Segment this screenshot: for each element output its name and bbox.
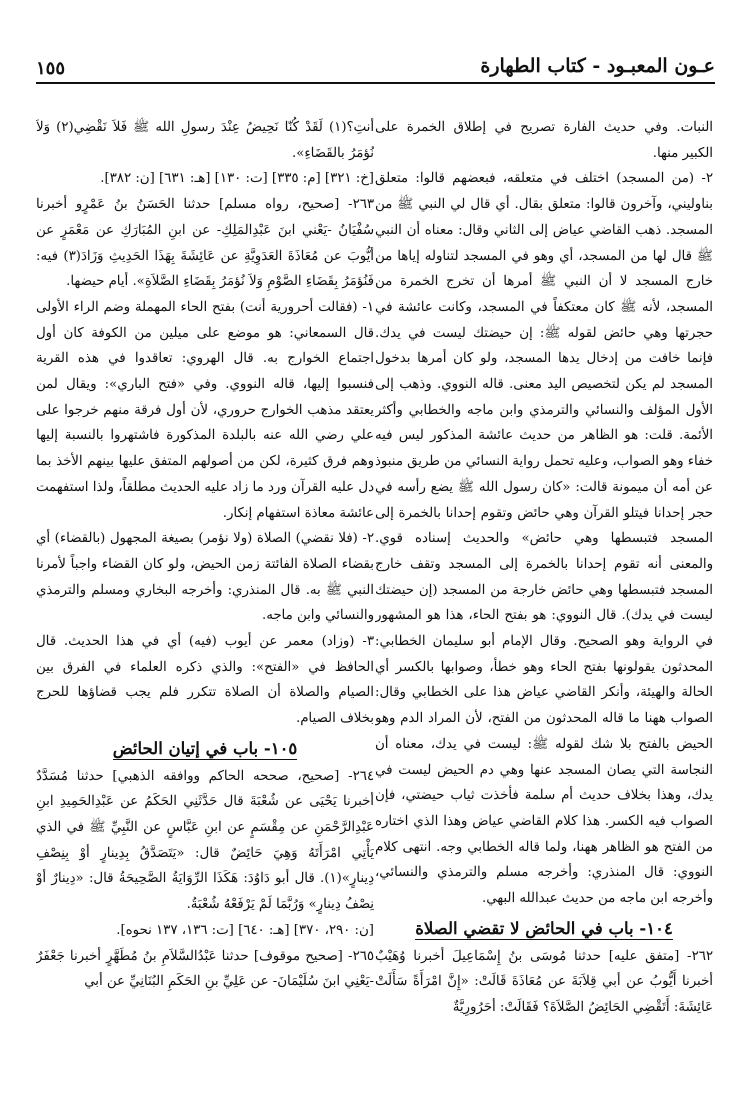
hadith: ٢٦٥- [صحيح موقوف] حدثنا عَبْدُالسَّلاَمِ بنُ مُطَهَّرٍ أخبرنا جَعْفَرٌ -يَعْنِي ابنَ سُلَيْمَانَ- عن عَلِيِّ بنِ الحَكَمِ البُنَانِيِّ عن أبي bbox=[36, 948, 374, 990]
reference-line: [ن: ٢٩٠، ٣٧٠] [هـ: ٦٤٠] [ت: ١٣٦، ١٣٧ نحوه]. bbox=[116, 922, 374, 938]
running-title: عـون المعبـود - كتاب الطهارة bbox=[480, 55, 715, 77]
footnote: ١- (فقالت أحرورية أنت) بفتح الحاء المهملة وضم الراء الأولى قال السمعاني: هو موضع على ميلين من الكوفة كان أول اجتماع الخوارج به. قال الهروي: تعاقدوا في هذه القرية فنسبوا إليها، قاله النووي. وفي «فتح الباري»: ويقال لمن يعتقد مذهب الخوارج حروري، لأن أول فرقة منهم خرجوا على علي رضي الله عنه بالبلدة المذكورة فاشتهروا بالنسبة إليها وهم فرق كثيرة، لكن من أصولهم المتفق عليها بينهم الأخذ بما دل عليه القرآن ورد ما زاد عليه الحديث مطلقاً، ولذا استفهمت عائشة معاذة استفهام إنكار. bbox=[36, 299, 374, 521]
page-header bbox=[36, 44, 715, 84]
footnote: ٢- (فلا نقضي) الصلاة (ولا نؤمر) بصيغة المجهول (بالقضاء) أي بقضاء الصلاة الفائتة زمن الحيض، ولو كان القضاء واجباً لأمرنا النبي ﷺ به. قال المنذري: وأخرجه البخاري ومسلم والترمذي والنسائي وابن ماجه. bbox=[36, 531, 374, 624]
left-column bbox=[36, 115, 374, 1093]
hadith: أنتِ؟(١) لَقَدْ كُنّا نَحِيضُ عِنْدَ رسولِ الله ﷺ فَلاَ نَقْضِي(٢) وَلاَ نُؤمَرُ بالقَضَاءِ». bbox=[36, 120, 374, 161]
chapter-heading bbox=[36, 736, 374, 762]
chapter-heading bbox=[375, 916, 713, 942]
hadith: ٢٦٢- [متفق عليه] حدثنا مُوسَى بنُ إِسْمَاعِيلَ أخبرنا وُهَيْبٌ أخبرنا أَيُّوبُ عن أبي قِلاَبَةَ عن مُعَاذَةَ قَالَتْ: «إِنَّ امْرَأَةً سَأَلَتْ عَائِشَةَ: أَتَقْضِي الحَائِضُ الصَّلاَةَ؟ فَقَالَتْ: أحَرُورِيَّةٌ bbox=[375, 948, 713, 1015]
paragraph: النبات. وفي حديث الفارة تصريح في إطلاق الخمرة على الكبير منها. bbox=[375, 120, 713, 161]
hadith: ٢٦٤- [صحيح، صححه الحاكم ووافقه الذهبي] حدثنا مُسَدَّدٌ أخبرنا يَحْيَى عن شُعْبَةَ قال حَدَّثَنِي الحَكَمُ عن عَبْدِالحَمِيدِ ابنِ عَبْدِالرَّحْمَنِ عن مِقْسَمٍ عن ابنِ عَبَّاسٍ عن النَّبِيِّ ﷺ في الذي يَأْتِي امْرَأَتَهُ وَهِيَ حَائِضٌ قال: «يَتَصَدَّقُ بِدِينارٍ أوْ بِنِصْفِ دِينارٍ»(١). قال أبو دَاوُدَ: هَكَذَا الرِّوَايَةُ الصَّحِيحَةُ قال: «دِينارٌ أوْ نِصْفُ دِينارٍ» وَرُبَّمَا لَمْ يَرْفَعْهُ شُعْبَةُ. bbox=[36, 768, 374, 913]
footnote: ٣- (وزاد) معمر عن أيوب (فيه) أي في هذا الحديث. قال الحافظ في «الفتح»: والذي ذكره العلماء في الفرق بين الصيام والصلاة أن الصلاة تتكرر فلم يجب قضاؤها للحرج بخلاف الصيام. bbox=[36, 634, 374, 727]
hadith: ٢٦٣- [صحيح، رواه مسلم] حدثنا الحَسَنُ بنُ عَمْرٍو أخبرنا سُفْيَانُ -يَعْني ابنَ عَبْدِالمَلِكِ- عن ابنِ المُبَارَكِ عن مَعْمَرٍ عن أيُّوبَ عن مُعَاذَةَ العَدَوِيَّةِ عن عَائِشَةَ بِهَذَا الحَدِيثِ وَزَادَ(٣) فيه: فَنُؤمَرُ بِقَضَاءِ الصَّوْمِ وَلاَ نُؤمَرُ بِقَضَاءِ الصَّلاَةِ». أيام حيضها. bbox=[36, 197, 374, 290]
chapter-title: ١٠٥- باب في إتيان الحائض bbox=[112, 738, 298, 758]
chapter-title: ١٠٤- باب في الحائض لا تقضي الصلاة bbox=[415, 918, 673, 938]
reference-line: [خ: ٣٢١] [م: ٣٣٥] [ت: ١٣٠] [هـ: ٦٣١] [ن: ٣٨٢]. bbox=[100, 171, 374, 187]
right-column bbox=[375, 115, 713, 1093]
header-divider bbox=[36, 82, 715, 84]
paragraph: ٢- (من المسجد) اختلف في متعلقه، فبعضهم قالوا: متعلق بناوليني، وآخرون قالوا: متعلق بقال. أي قال لي النبي ﷺ من المسجد. ذهب القاضي عياض إلى الثاني وقال: معناه أن النبي ﷺ قال لها من المسجد، أي وهو في المسجد لتناوله إياها من خارج المسجد لا أن النبي ﷺ أمرها أن تخرج الخمرة من المسجد، لأنه ﷺ كان معتكفاً في المسجد، وكانت عائشة في حجرتها وهي حائض لقوله ﷺ: إن حيضتك ليست في يدك. فإنما خافت من إدخال يدها المسجد، ولو كان أمرها بدخول المسجد لم يكن لتخصيص اليد معنى. قاله النووي. وذهب إلى الأول المؤلف والنسائي والترمذي وابن ماجه والخطابي وأكثر الأئمة. قلت: هو الظاهر من حديث عائشة المذكور ليس فيه خفاء وهو الصواب، وعليه تحمل رواية النسائي من طريق منبوذ عن أمه أن ميمونة قالت: «كان رسول الله ﷺ يضع رأسه في حجر إحدانا فيتلو القرآن وهي حائض وتقوم إحدانا بالخمرة إلى المسجد فتبسطها وهي حائض» والحديث إسناده قوي. والمعنى أنه تقوم إحدانا بالخمرة إلى المسجد وتقف خارج المسجد فتبسطها وهي حائض خارجة من المسجد (إن حيضتك ليست في يدك). قال النووي: هو بفتح الحاء، هذا هو المشهور في الرواية وهو الصحيح. وقال الإمام أبو سليمان الخطابي: المحدثون يقولونها بفتح الحاء وهو خطأ، وصوابها بالكسر أي الحالة والهيئة، وأنكر القاضي عياض هذا على الخطابي وقال: الصواب ههنا ما قاله المحدثون من الفتح، لأن المراد الدم وهو الحيض بالفتح بلا شك لقوله ﷺ: ليست في يدك، معناه أن النجاسة التي يصان المسجد عنها وهي دم الحيض ليست في يدك، وهذا بخلاف حديث أم سلمة فأخذت ثياب حيضتي، فإن الصواب فيه الكسر. هذا كلام القاضي عياض وهذا الذي اختاره من الفتح هو الظاهر ههنا، ولما قاله الخطابي وجه. انتهى كلام النووي: قال المنذري: وأخرجه مسلم والترمذي والنسائي، وأخرجه ابن ماجه من حديث عبدالله البهي. bbox=[375, 171, 713, 907]
page-number: ١٥٥ bbox=[36, 58, 66, 79]
